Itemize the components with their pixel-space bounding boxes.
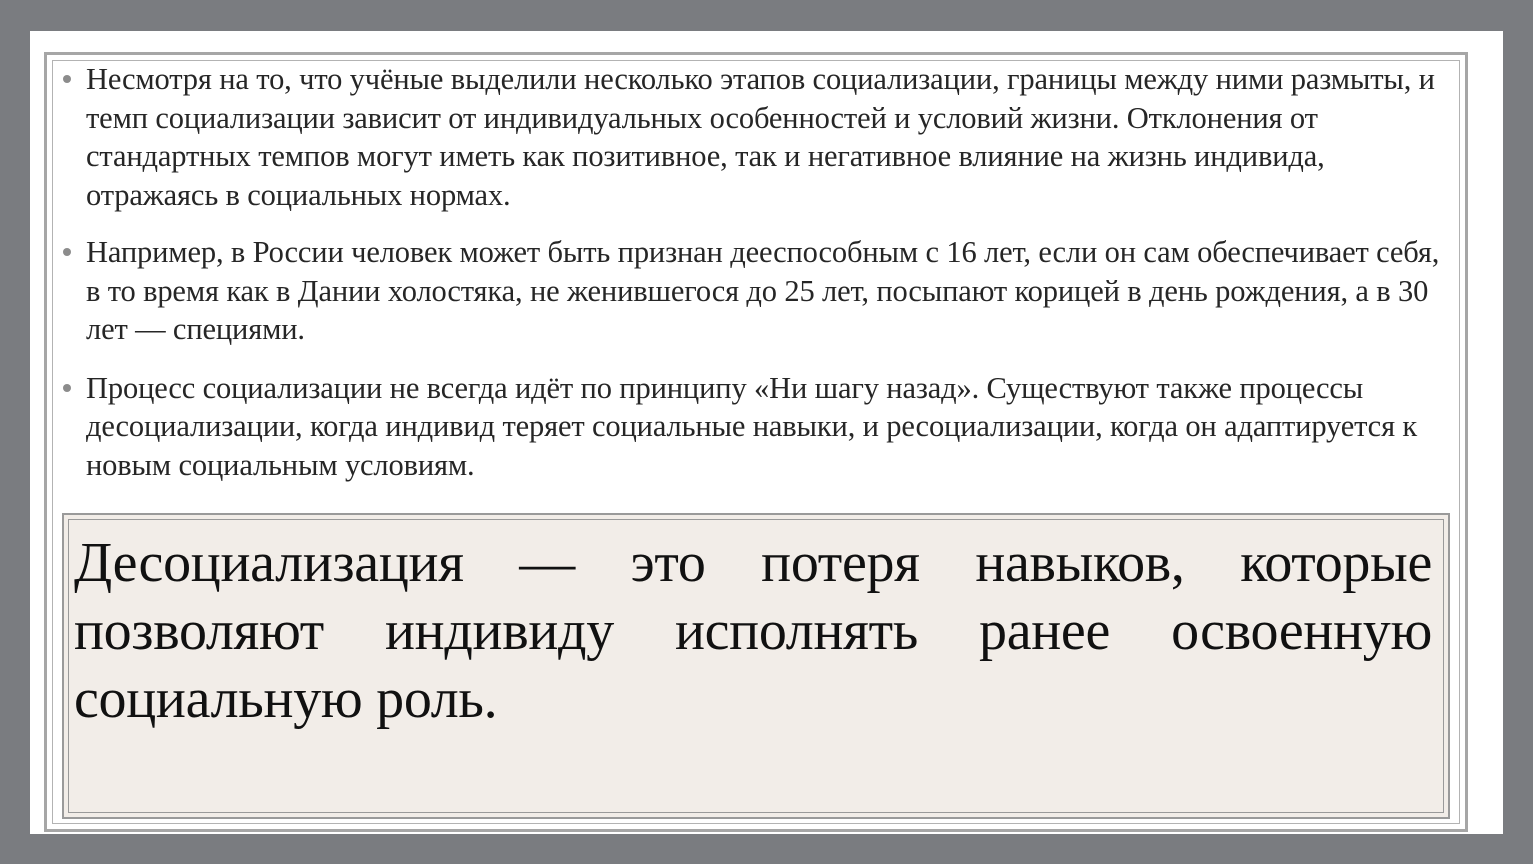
- bullet-list: [63, 60, 1458, 503]
- bullet-dot-icon: [63, 384, 71, 392]
- bullet-item: [63, 233, 1458, 349]
- bullet-dot-icon: [63, 248, 71, 256]
- bullet-dot-icon: [63, 75, 71, 83]
- bullet-text: Несмотря на то, что учёные выделили несколько этапов социализации, границы между ними размыты, и темп социализации зависит от индивидуальных особенностей и условий жизни. Отклонения от стандартных темпов могут иметь как позитивное, так и негативное влияние на жизнь индивида, отражаясь в социальных нормах.: [86, 62, 1435, 212]
- bullet-text: Процесс социализации не всегда идёт по принципу «Ни шагу назад». Существуют также процессы десоциализации, когда индивид теряет социальные навыки, и ресоциализации, когда он адаптируется к новым социальным условиям.: [86, 370, 1418, 482]
- bullet-text: Например, в России человек может быть признан дееспособным с 16 лет, если он сам обеспечивает себя, в то время как в Дании холостяка, не женившегося до 25 лет, посыпают корицей в день рождения, а в 30 лет — специями.: [86, 235, 1440, 346]
- slide: [30, 31, 1503, 834]
- bullet-item: [63, 60, 1458, 214]
- definition-text: Десоциализация — это потеря навыков, которые позволяют индивиду исполнять ранее освоенную социальную роль.: [74, 532, 1432, 730]
- bullet-item: [63, 369, 1458, 485]
